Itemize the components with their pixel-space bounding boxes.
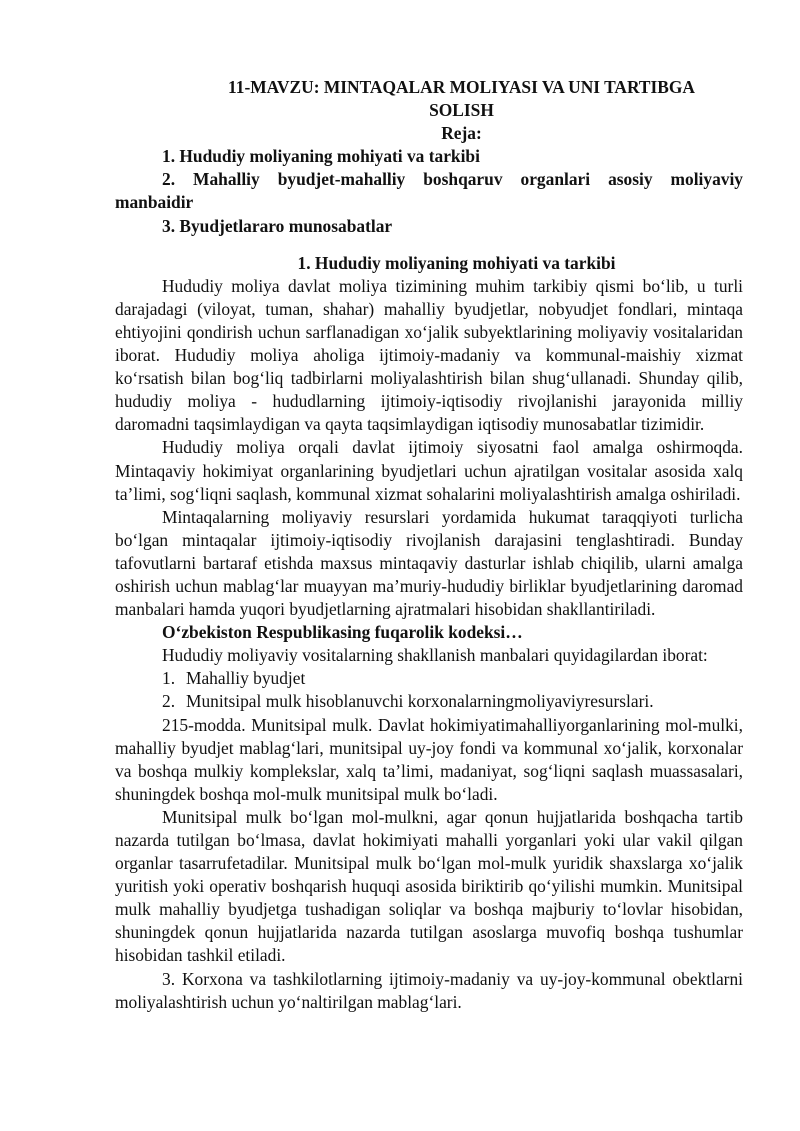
source-item-1 (115, 667, 743, 690)
municipal-property-paragraph: Munitsipal mulk bo‘lgan mol-mulkni, agar qonun hujjatlarida boshqacha tartib nazarda tutilgan bo‘lmasa, davlat hokimiyati mahalli yorganlari yoki ular vakil qilgan organlar tasarrufetadilar. Munitsipal mulk bo‘lgan mol-mulk yuridik shaxslarga xo‘jalik yuritish yoki operativ boshqarish huquqi asosida biriktirib qo‘yilishi mumkin. Munitsipal mulk mahalliy byudjetga tushadigan soliqlar va boshqa majburiy to‘lovlar hisobidan, shuningdek qonun hujjatlarida nazarda tutilgan asoslarga muvofiq boshqa tushumlar hisobidan tashkil etiladi. (115, 806, 743, 966)
paragraph-1: Hududiy moliya davlat moliya tizimining muhim tarkibiy qismi bo‘lib, u turli darajadagi (viloyat, tuman, shahar) mahalliy byudjetlar, nobyudjet fondlari, mintaqa ehtiyojini qondirish uchun sarflanadigan xo‘jalik subyektlarining moliyaviy vositalaridan iborat. Hududiy moliya aholiga ijtimoiy-madaniy va kommunal-maishiy xizmat ko‘rsatish bilan bog‘liq tadbirlarni moliyalashtirish bilan shug‘ullanadi. Shunday qilib, hududiy moliya - hududlarning ijtimoiy-iqtisodiy rivojlanishi jarayonida milliy daromadni taqsimlaydigan va qayta taqsimlaydigan iqtisodiy munosabatlar tizimidir. (115, 275, 743, 435)
source-item-3: 3. Korxona va tashkilotlarning ijtimoiy-madaniy va uy-joy-kommunal obektlarni moliyalashtirish uchun yo‘naltirilgan mablag‘lari. (115, 968, 743, 1012)
source-item-1-text: Mahalliy byudjet (186, 668, 306, 689)
plan-item-2: 2. Mahalliy byudjet-mahalliy boshqaruv organlari asosiy moliyaviy manbaidir (115, 169, 743, 213)
section-1-title: 1. Hududiy moliyaning mohiyati va tarkibi (297, 252, 616, 273)
document-title-line-2: SOLISH (429, 100, 494, 121)
article-215: 215-modda. Munitsipal mulk. Davlat hokimiyatimahalliyorganlarining mol-mulki, mahalliy byudjet mablag‘lari, munitsipal uy-joy fondi va kommunal xo‘jalik, korxonalar va boshqa mulkiy komplekslar, xalq ta’limi, madaniyat, sog‘liqni saqlash muassasalari, shuningdek boshqa mol-mulk munitsipal mulk bo‘ladi. (115, 714, 743, 804)
sources-intro: Hududiy moliyaviy vositalarning shakllanish manbalari quyidagilardan iborat: (162, 645, 708, 666)
paragraph-2: Hududiy moliya orqali davlat ijtimoiy siyosatni faol amalga oshirmoqda. Mintaqaviy hokimiyat organlarining byudjetlari uchun ajratilgan vositalar asosida xalq ta’limi, sog‘liqni saqlash, kommunal xizmat sohalarini moliyalashtirish amalga oshiriladi. (115, 437, 743, 504)
plan-item-1: 1. Hududiy moliyaning mohiyati va tarkibi (162, 146, 480, 167)
source-item-2-text: Munitsipal mulk hisoblanuvchi korxonalarningmoliyaviyresurslari. (186, 691, 654, 712)
paragraph-3: Mintaqalarning moliyaviy resurslari yordamida hukumat taraqqiyoti turlicha bo‘lgan mintaqalar ijtimoiy-iqtisodiy rivojlanish darajasini tenglashtiradi. Bunday tafovutlarni bartaraf etishda maxsus mintaqaviy dasturlar ishlab chiqilib, ularni amalga oshirish uchun mablag‘lar muayyan ma’muriy-hududiy birliklar byudjetlarining daromad manbalari hamda yuqori byudjetlarning ajratmalari hisobidan shakllantiriladi. (115, 506, 743, 620)
plan-heading: Reja: (441, 123, 482, 144)
civil-code-heading: O‘zbekiston Respublikasing fuqarolik kodeksi… (162, 622, 523, 643)
source-item-2-number: 2. (162, 691, 176, 712)
document-title-line-1: 11-MAVZU: MINTAQALAR MOLIYASI VA UNI TARTIBGA (228, 77, 695, 97)
source-item-1-number: 1. (162, 668, 176, 689)
source-item-2 (115, 690, 743, 713)
plan-item-3: 3. Byudjetlararo munosabatlar (162, 215, 393, 236)
